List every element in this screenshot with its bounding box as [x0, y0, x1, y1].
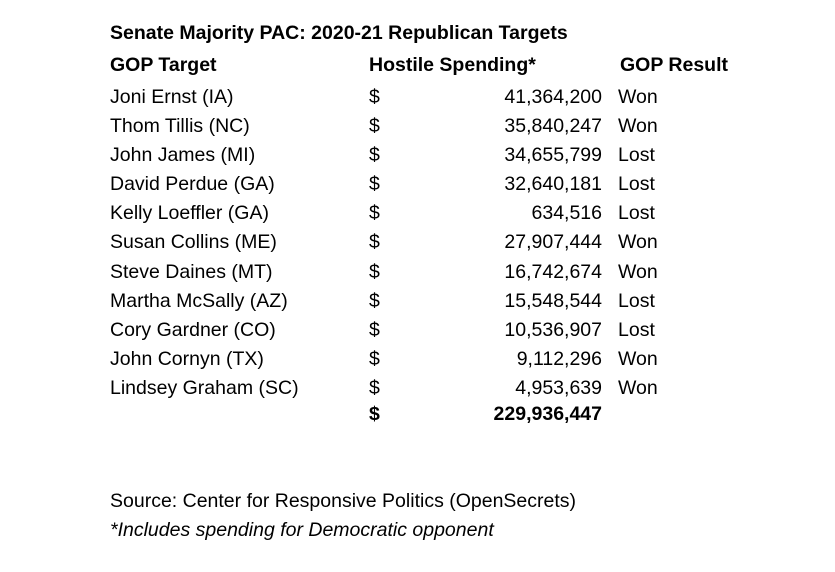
table-row: [0, 83, 835, 112]
table-body: [0, 83, 835, 403]
target-name: Thom Tillis (NC): [110, 115, 250, 138]
result-value: Lost: [618, 318, 655, 341]
target-name: Cory Gardner (CO): [110, 318, 276, 341]
spending-amount: 634,516: [531, 202, 602, 225]
result-value: Won: [618, 376, 658, 399]
target-name: David Perdue (GA): [110, 173, 275, 196]
result-value: Lost: [618, 144, 655, 167]
table-row: [0, 170, 835, 199]
spending-amount: 9,112,296: [516, 347, 602, 370]
target-name: Joni Ernst (IA): [110, 86, 234, 108]
currency-symbol: $: [369, 347, 380, 370]
spending-amount: 27,907,444: [504, 231, 602, 254]
result-value: Won: [618, 115, 658, 138]
target-name: Martha McSally (AZ): [110, 289, 288, 312]
currency-symbol: $: [369, 202, 380, 225]
total-row: [0, 400, 835, 429]
total-currency-symbol: $: [369, 403, 380, 425]
spending-amount: 15,548,544: [504, 289, 602, 312]
target-name: Steve Daines (MT): [110, 260, 273, 283]
currency-symbol: $: [369, 144, 380, 167]
result-value: Won: [618, 347, 658, 370]
spending-amount: 32,640,181: [504, 173, 602, 196]
spending-amount: 41,364,200: [504, 86, 602, 108]
spending-amount: 34,655,799: [504, 144, 602, 167]
target-name: Lindsey Graham (SC): [110, 376, 299, 399]
currency-symbol: $: [369, 231, 380, 254]
currency-symbol: $: [369, 173, 380, 196]
result-value: Won: [618, 231, 658, 254]
footnote: *Includes spending for Democratic opponent: [110, 519, 494, 541]
currency-symbol: $: [369, 376, 380, 399]
total-amount: 229,936,447: [493, 403, 602, 425]
target-name: Susan Collins (ME): [110, 231, 277, 254]
table-row: [0, 345, 835, 374]
header-gop-result: GOP Result: [620, 54, 729, 76]
table-row: [0, 228, 835, 257]
target-name: John James (MI): [110, 144, 256, 167]
result-value: Lost: [618, 173, 655, 196]
table-row: [0, 112, 835, 141]
currency-symbol: $: [369, 289, 380, 312]
table-row: [0, 141, 835, 170]
currency-symbol: $: [369, 86, 380, 108]
table-row: [0, 199, 835, 228]
table-row: [0, 287, 835, 316]
spending-amount: 16,742,674: [504, 260, 602, 283]
spending-amount: 35,840,247: [504, 115, 602, 138]
spending-amount: 10,536,907: [504, 318, 602, 341]
target-name: John Cornyn (TX): [110, 347, 264, 370]
result-value: Lost: [618, 202, 655, 225]
spending-amount: 4,953,639: [515, 376, 602, 399]
header-gop-target: GOP Target: [110, 54, 217, 76]
result-value: Lost: [618, 289, 655, 312]
table-row: [0, 316, 835, 345]
header-hostile-spending: Hostile Spending*: [369, 54, 536, 76]
table-title: Senate Majority PAC: 2020-21 Republican Targets: [110, 22, 568, 44]
result-value: Won: [618, 86, 658, 108]
currency-symbol: $: [369, 318, 380, 341]
source-note: Source: Center for Responsive Politics (OpenSecrets): [110, 490, 577, 512]
result-value: Won: [618, 260, 658, 283]
currency-symbol: $: [369, 260, 380, 283]
currency-symbol: $: [369, 115, 380, 138]
table-row: [0, 374, 835, 403]
table-row: [0, 258, 835, 287]
target-name: Kelly Loeffler (GA): [110, 202, 269, 225]
